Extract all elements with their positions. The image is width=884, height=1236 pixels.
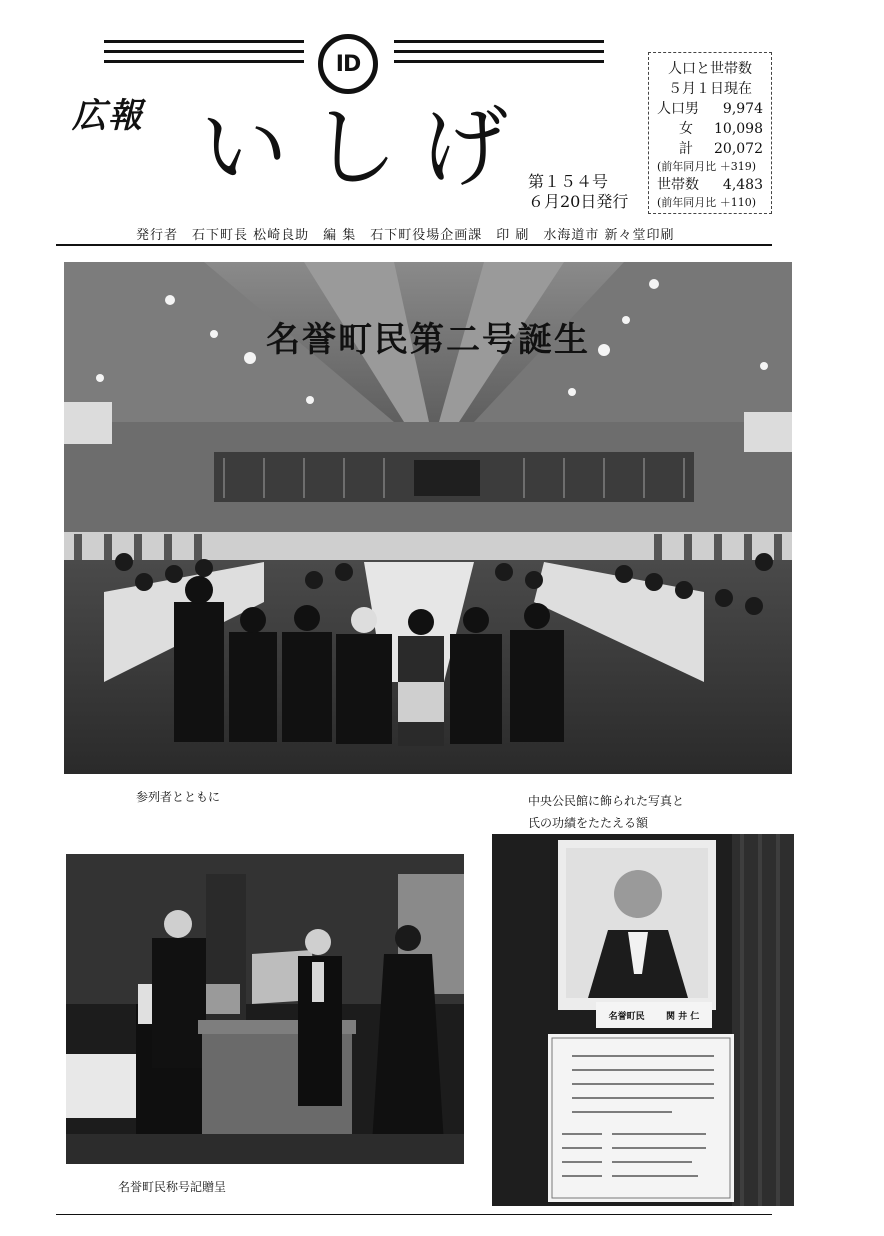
plaque-name: 関 井 仁 (666, 1011, 700, 1022)
households-change: (前年同月比 ＋110) (657, 196, 757, 209)
ceremony-photo-scene (66, 854, 464, 1164)
population-box (648, 52, 772, 214)
main-photo-caption: 参列者とともに (136, 790, 221, 804)
masthead-rule-left-1 (104, 40, 304, 43)
population-total-row (657, 139, 763, 159)
right-photo-caption-line1: 中央公民館に飾られた写真と (528, 794, 685, 808)
right-photo-caption-line2: 氏の功績をたたえる額 (528, 816, 649, 830)
population-male-value: 9,974 (722, 101, 763, 117)
population-female-label: 女 (679, 121, 693, 137)
population-total-label: 計 (679, 141, 693, 157)
publisher-line: 発行者 石下町長 松崎良助 編 集 石下町役場企画課 印 刷 水海道市 新々堂印刷 (136, 228, 675, 243)
plaque-label: 名誉町民 (608, 1011, 645, 1022)
population-households-value: 4,483 (722, 177, 763, 193)
koho-label: 広報 (72, 96, 144, 136)
population-households-row (657, 175, 763, 195)
masthead-rule-left-3 (104, 60, 304, 63)
population-households-label: 世帯数 (657, 177, 699, 193)
portrait-photo (492, 834, 794, 1206)
population-female-row (657, 119, 763, 139)
issue-number: 第１５４号 (528, 172, 609, 191)
population-female-value: 10,098 (714, 121, 763, 137)
population-change: (前年同月比 ＋319) (657, 160, 757, 173)
masthead-rule-left-2 (104, 50, 304, 53)
town-emblem-text: ID (335, 51, 361, 77)
main-photo (64, 262, 792, 774)
main-headline: 名誉町民第二号誕生 (266, 320, 590, 360)
masthead-divider (56, 244, 772, 246)
masthead-rule-right-1 (394, 40, 604, 43)
issue-date: ６月20日発行 (528, 192, 629, 211)
issue-info (528, 172, 628, 212)
population-male-label: 人口男 (657, 101, 699, 117)
population-as-of: ５月１日現在 (668, 81, 752, 97)
plaque-nameplate (598, 1004, 710, 1026)
newspaper-title: いしげ (200, 96, 531, 199)
masthead-rule-right-3 (394, 60, 604, 63)
population-title: 人口と世帯数 (668, 61, 752, 77)
population-male-row (657, 99, 763, 119)
ceremony-photo-caption: 名誉町民称号記贈呈 (118, 1180, 227, 1194)
town-emblem (318, 34, 378, 94)
masthead-rule-right-2 (394, 50, 604, 53)
ceremony-photo (66, 854, 464, 1164)
population-total-value: 20,072 (714, 141, 763, 157)
page-bottom-rule (56, 1214, 772, 1215)
